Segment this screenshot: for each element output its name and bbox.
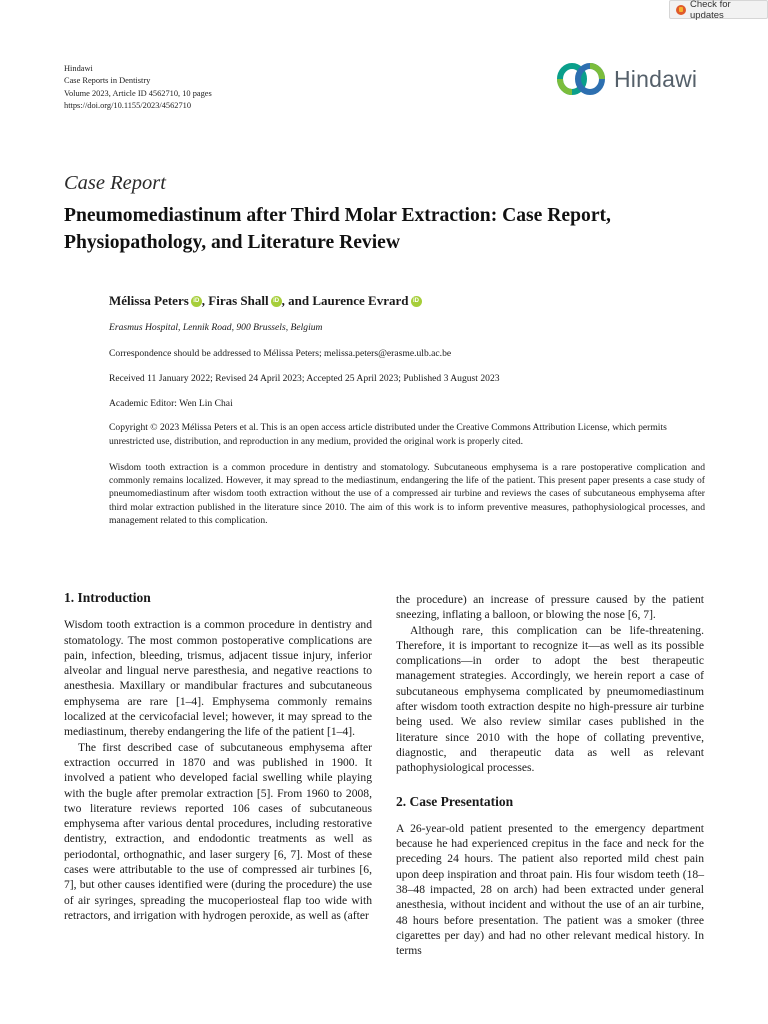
hindawi-rings-icon [556,62,608,96]
doi-link[interactable]: https://doi.org/10.1155/2023/4562710 [64,100,192,110]
abstract: Wisdom tooth extraction is a common procedure in dentistry and stomatology. Subcutaneous emphysema is a rare postoperative complication and commonly remains localized. However, it may spread to the mediastinum, endangering the life of the patient. This present paper presents a case study of pneumomediastinum after wisdom tooth extraction without the use of a compressed air turbine and reviews the cases of subcutaneous emphysema after third molar extraction published in the literature since 2010. The aim of this work is to inform preventive measures, pathophysiological processes, and management related to this complication. [109,462,705,526]
publication-dates: Received 11 January 2022; Revised 24 April 2023; Accepted 25 April 2023; Published 3 August 2023 [109,373,500,384]
orcid-icon[interactable]: iD [411,296,422,307]
paragraph: Wisdom tooth extraction is a common procedure in dentistry and stomatology. The most common postoperative complications are pain, infection, bleeding, trismus, adjacent tissue injury, inferior alveolar and lingual nerve paresthesia, and negative reactions to anesthesia. Maxillary or mandibular fractures and subcutaneous emphysema are rare [1–4]. Emphysema commonly remains localized at the cervicofacial level; however, it may spread to the mediastinum, thereby endangering the life of the patient [1–4]. [64,618,372,739]
paragraph: Although rare, this complication can be life-threatening. Therefore, it is important to recognize it—as well as its possible complications—in order to adopt the best therapeutic management strategies. Accordingly, we herein report a case of subcutaneous emphysema complicated by pneumomediastinum after wisdom tooth extraction despite no high-pressure air turbine being used. We also review similar cases published in the literature since 2010 with the hope of collating preventive, diagnostic, and therapeutic data as well as relevant pathophysiological processes. [396,623,704,775]
correspondence: Correspondence should be addressed to Mélissa Peters; melissa.peters@erasme.ulb.ac.be [109,348,452,359]
paragraph: The first described case of subcutaneous emphysema after extraction occurred in 1870 and was published in 1900. It involved a patient who developed facial swelling while playing with the bugle after premolar extraction [5]. From 1960 to 2008, two literature reviews reported 106 cases of subcutaneous emphysema after various dental procedures, including restorative dentistry, extraction, and endodontic treatments as well as periodontal, orthognathic, and laser surgery [6, 7]. Most of these cases were attributable to the use of compressed air turbines [6, 7], but other causes identified were (during the procedure) the use of air syringes, spreading the mucoperiosteal flap too wide with retractors, and irrigation with hydrogen peroxide, as well as (after [64,740,372,922]
paragraph: A 26-year-old patient presented to the emergency department because he had experienced crepitus in the face and neck for the preceding 24 hours. The patient also reported mild chest pain upon deep inspiration and throat pain. His four wisdom teeth (18–38–48 impacted, 28 on arch) had been extracted under general anesthesia, without incident and without the use of an air turbine, 48 hours before presentation. The patient was a smoker (three cigarettes per day) and had no other relevant medical history. In terms [396,821,704,958]
hindawi-logo [556,62,697,96]
hindawi-logo-text: Hindawi [614,65,698,92]
orcid-icon[interactable]: iD [271,296,282,307]
right-column [396,592,704,959]
volume-info: Volume 2023, Article ID 4562710, 10 pages [64,88,212,98]
article-type: Case Report [64,172,166,194]
affiliation: Erasmus Hospital, Lennik Road, 900 Brussels, Belgium [109,322,323,333]
author-separator: , and [281,293,313,308]
article-title: Pneumomediastinum after Third Molar Extraction: Case Report, Physiopathology, and Literature Review [64,205,611,253]
author-name[interactable]: Mélissa Peters [109,293,189,308]
crossmark-icon [676,5,686,15]
orcid-icon[interactable]: iD [191,296,202,307]
section-heading: 1. Introduction [64,590,151,605]
author-separator: , [201,293,209,308]
copyright-notice: Copyright © 2023 Mélissa Peters et al. This is an open access article distributed under the Creative Commons Attribution License, which permits unrestricted use, distribution, and reproduction in any medium, provided the original work is properly cited. [109,422,667,447]
academic-editor: Academic Editor: Wen Lin Chai [109,398,233,409]
section-gap [396,776,704,794]
check-for-updates-button[interactable] [669,0,768,19]
paragraph: the procedure) an increase of pressure caused by the patient sneezing, inflating a balloon, or blowing the nose [6, 7]. [396,593,704,622]
author-name[interactable]: Laurence Evrard [312,293,409,308]
left-column [64,590,372,923]
journal-name: Case Reports in Dentistry [64,76,151,86]
journal-meta [64,63,212,112]
author-name[interactable]: Firas Shall [208,293,269,308]
section-heading: 2. Case Presentation [396,793,514,809]
publisher: Hindawi [64,64,93,73]
author-list [109,293,422,309]
check-for-updates-label: Check for updates [690,0,731,21]
